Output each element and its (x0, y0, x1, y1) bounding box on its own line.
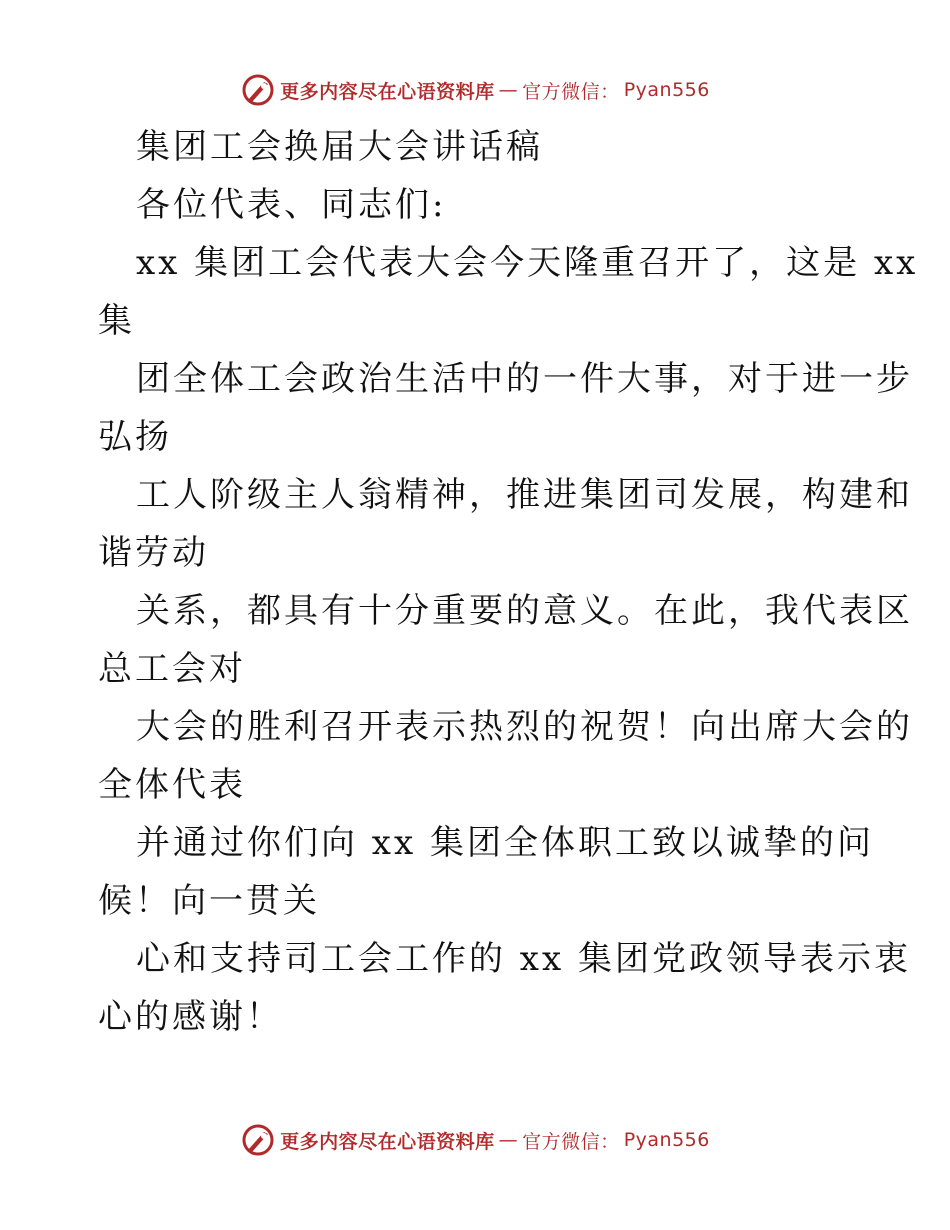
salutation: 各位代表、同志们: (136, 185, 447, 225)
watermark-separator: — (498, 79, 519, 101)
paragraph-line: 谐劳动 (98, 533, 209, 573)
wechat-label: 官方微信： (522, 1130, 620, 1153)
watermark-separator: — (498, 1129, 519, 1151)
wechat-id: Pyan556 (623, 79, 710, 101)
watermark-text: 更多内容尽在心语资料库 (280, 80, 495, 103)
paragraph-line: 候！向一贯关 (98, 881, 320, 921)
quill-pen-circle-icon (240, 72, 276, 108)
paragraph-line: 心和支持司工会工作的 xx 集团党政领导表示衷 (136, 939, 911, 979)
paragraph-line: 关系，都具有十分重要的意义。在此，我代表区 (136, 591, 913, 631)
watermark-text: 更多内容尽在心语资料库 (280, 1130, 495, 1153)
paragraph-line: 工人阶级主人翁精神，推进集团司发展，构建和 (136, 475, 913, 515)
wechat-id: Pyan556 (623, 1129, 710, 1151)
quill-pen-circle-icon (240, 1122, 276, 1158)
paragraph-line: xx 集团工会代表大会今天隆重召开了，这是 xx (136, 243, 919, 283)
paragraph-line: 集 (98, 301, 135, 341)
paragraph-line: 总工会对 (98, 649, 246, 689)
document-body (98, 118, 919, 1046)
footer-watermark (0, 1120, 950, 1160)
paragraph-line: 弘扬 (98, 417, 172, 457)
header-watermark (0, 70, 950, 110)
document-title: 集团工会换届大会讲话稿 (136, 127, 543, 167)
paragraph-line: 并通过你们向 xx 集团全体职工致以诚挚的问 (136, 823, 874, 863)
paragraph-line: 团全体工会政治生活中的一件大事，对于进一步 (136, 359, 913, 399)
paragraph-line: 全体代表 (98, 765, 246, 805)
paragraph-line: 心的感谢！ (98, 997, 283, 1037)
paragraph-line: 大会的胜利召开表示热烈的祝贺！向出席大会的 (136, 707, 913, 747)
wechat-label: 官方微信： (522, 80, 620, 103)
